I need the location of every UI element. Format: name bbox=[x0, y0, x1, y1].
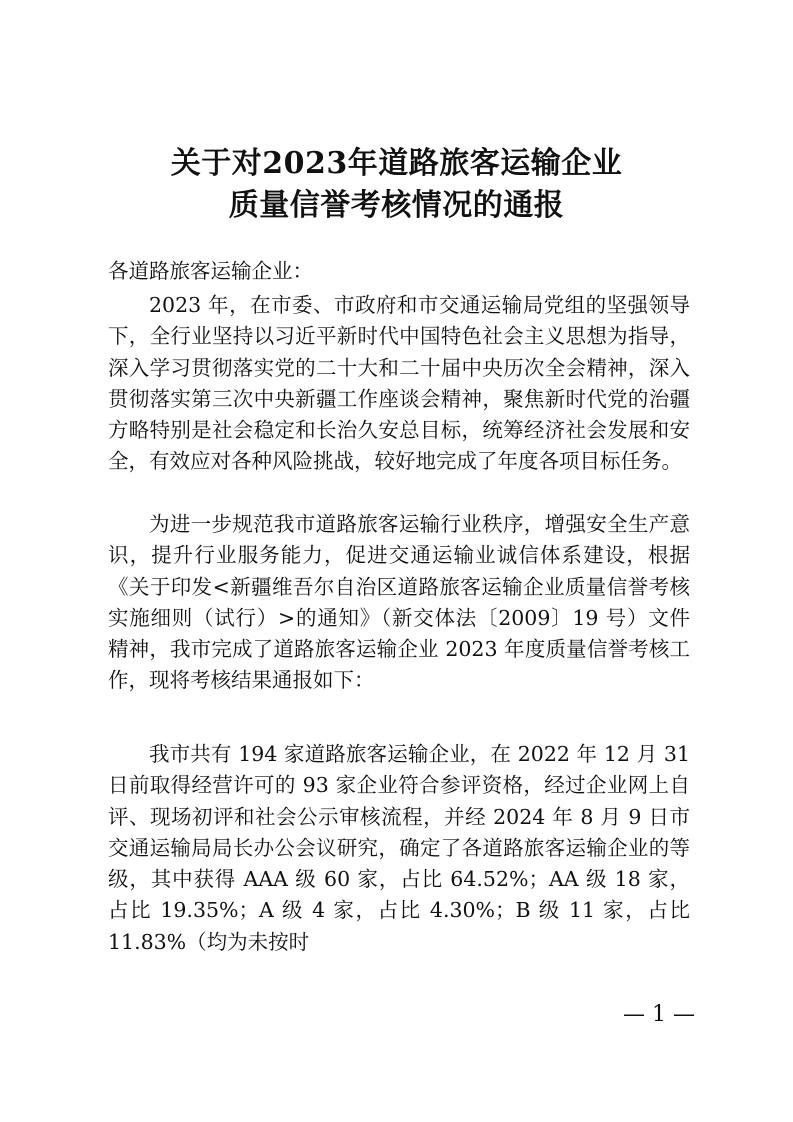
document-title-line-2: 质量信誉考核情况的通报 bbox=[228, 188, 565, 223]
paragraph-text: 我市共有 194 家道路旅客运输企业，在 2022 年 12 月 31 日前取得经营许可的 93 家企业符合参评资格，经过企业网上自评、现场初评和社会公示审核流程，并经 2024 年 8 月 9 日市交通运输局局长办公会议研究，确定了各道路旅客运输企业的等级，其中获得 AAA 级 60 家，占比 64.52%；AA 级 18 家，占比 19.35%；A 级 4 家，占比 4.30%；B 级 11 家，占比 11.83%（均为未按时 bbox=[108, 742, 690, 954]
document-title-line-1: 关于对2023年道路旅客运输企业 bbox=[170, 146, 623, 181]
body-paragraph-1 bbox=[108, 290, 690, 478]
body-paragraph-2 bbox=[108, 509, 690, 697]
paragraph-text: 为进一步规范我市道路旅客运输行业秩序，增强安全生产意识，提升行业服务能力，促进交通运输业诚信体系建设，根据《关于印发<新疆维吾尔自治区道路旅客运输企业质量信誉考核实施细则（试行）>的通知》（新交体法〔2009〕19 号）文件精神，我市完成了道路旅客运输企业 2023 年度质量信誉考核工作，现将考核结果通报如下： bbox=[108, 512, 690, 693]
page-number: — 1 — bbox=[623, 1002, 695, 1027]
body-paragraph-3 bbox=[108, 739, 690, 958]
paragraph-text: 2023 年，在市委、市政府和市交通运输局党组的坚强领导下，全行业坚持以习近平新时代中国特色社会主义思想为指导，深入学习贯彻落实党的二十大和二十届中央历次全会精神，深入贯彻落实第三次中央新疆工作座谈会精神，聚焦新时代党的治疆方略特别是社会稳定和长治久安总目标，统筹经济社会发展和安全，有效应对各种风险挑战，较好地完成了年度各项目标任务。 bbox=[108, 293, 690, 474]
salutation: 各道路旅客运输企业： bbox=[108, 259, 313, 283]
